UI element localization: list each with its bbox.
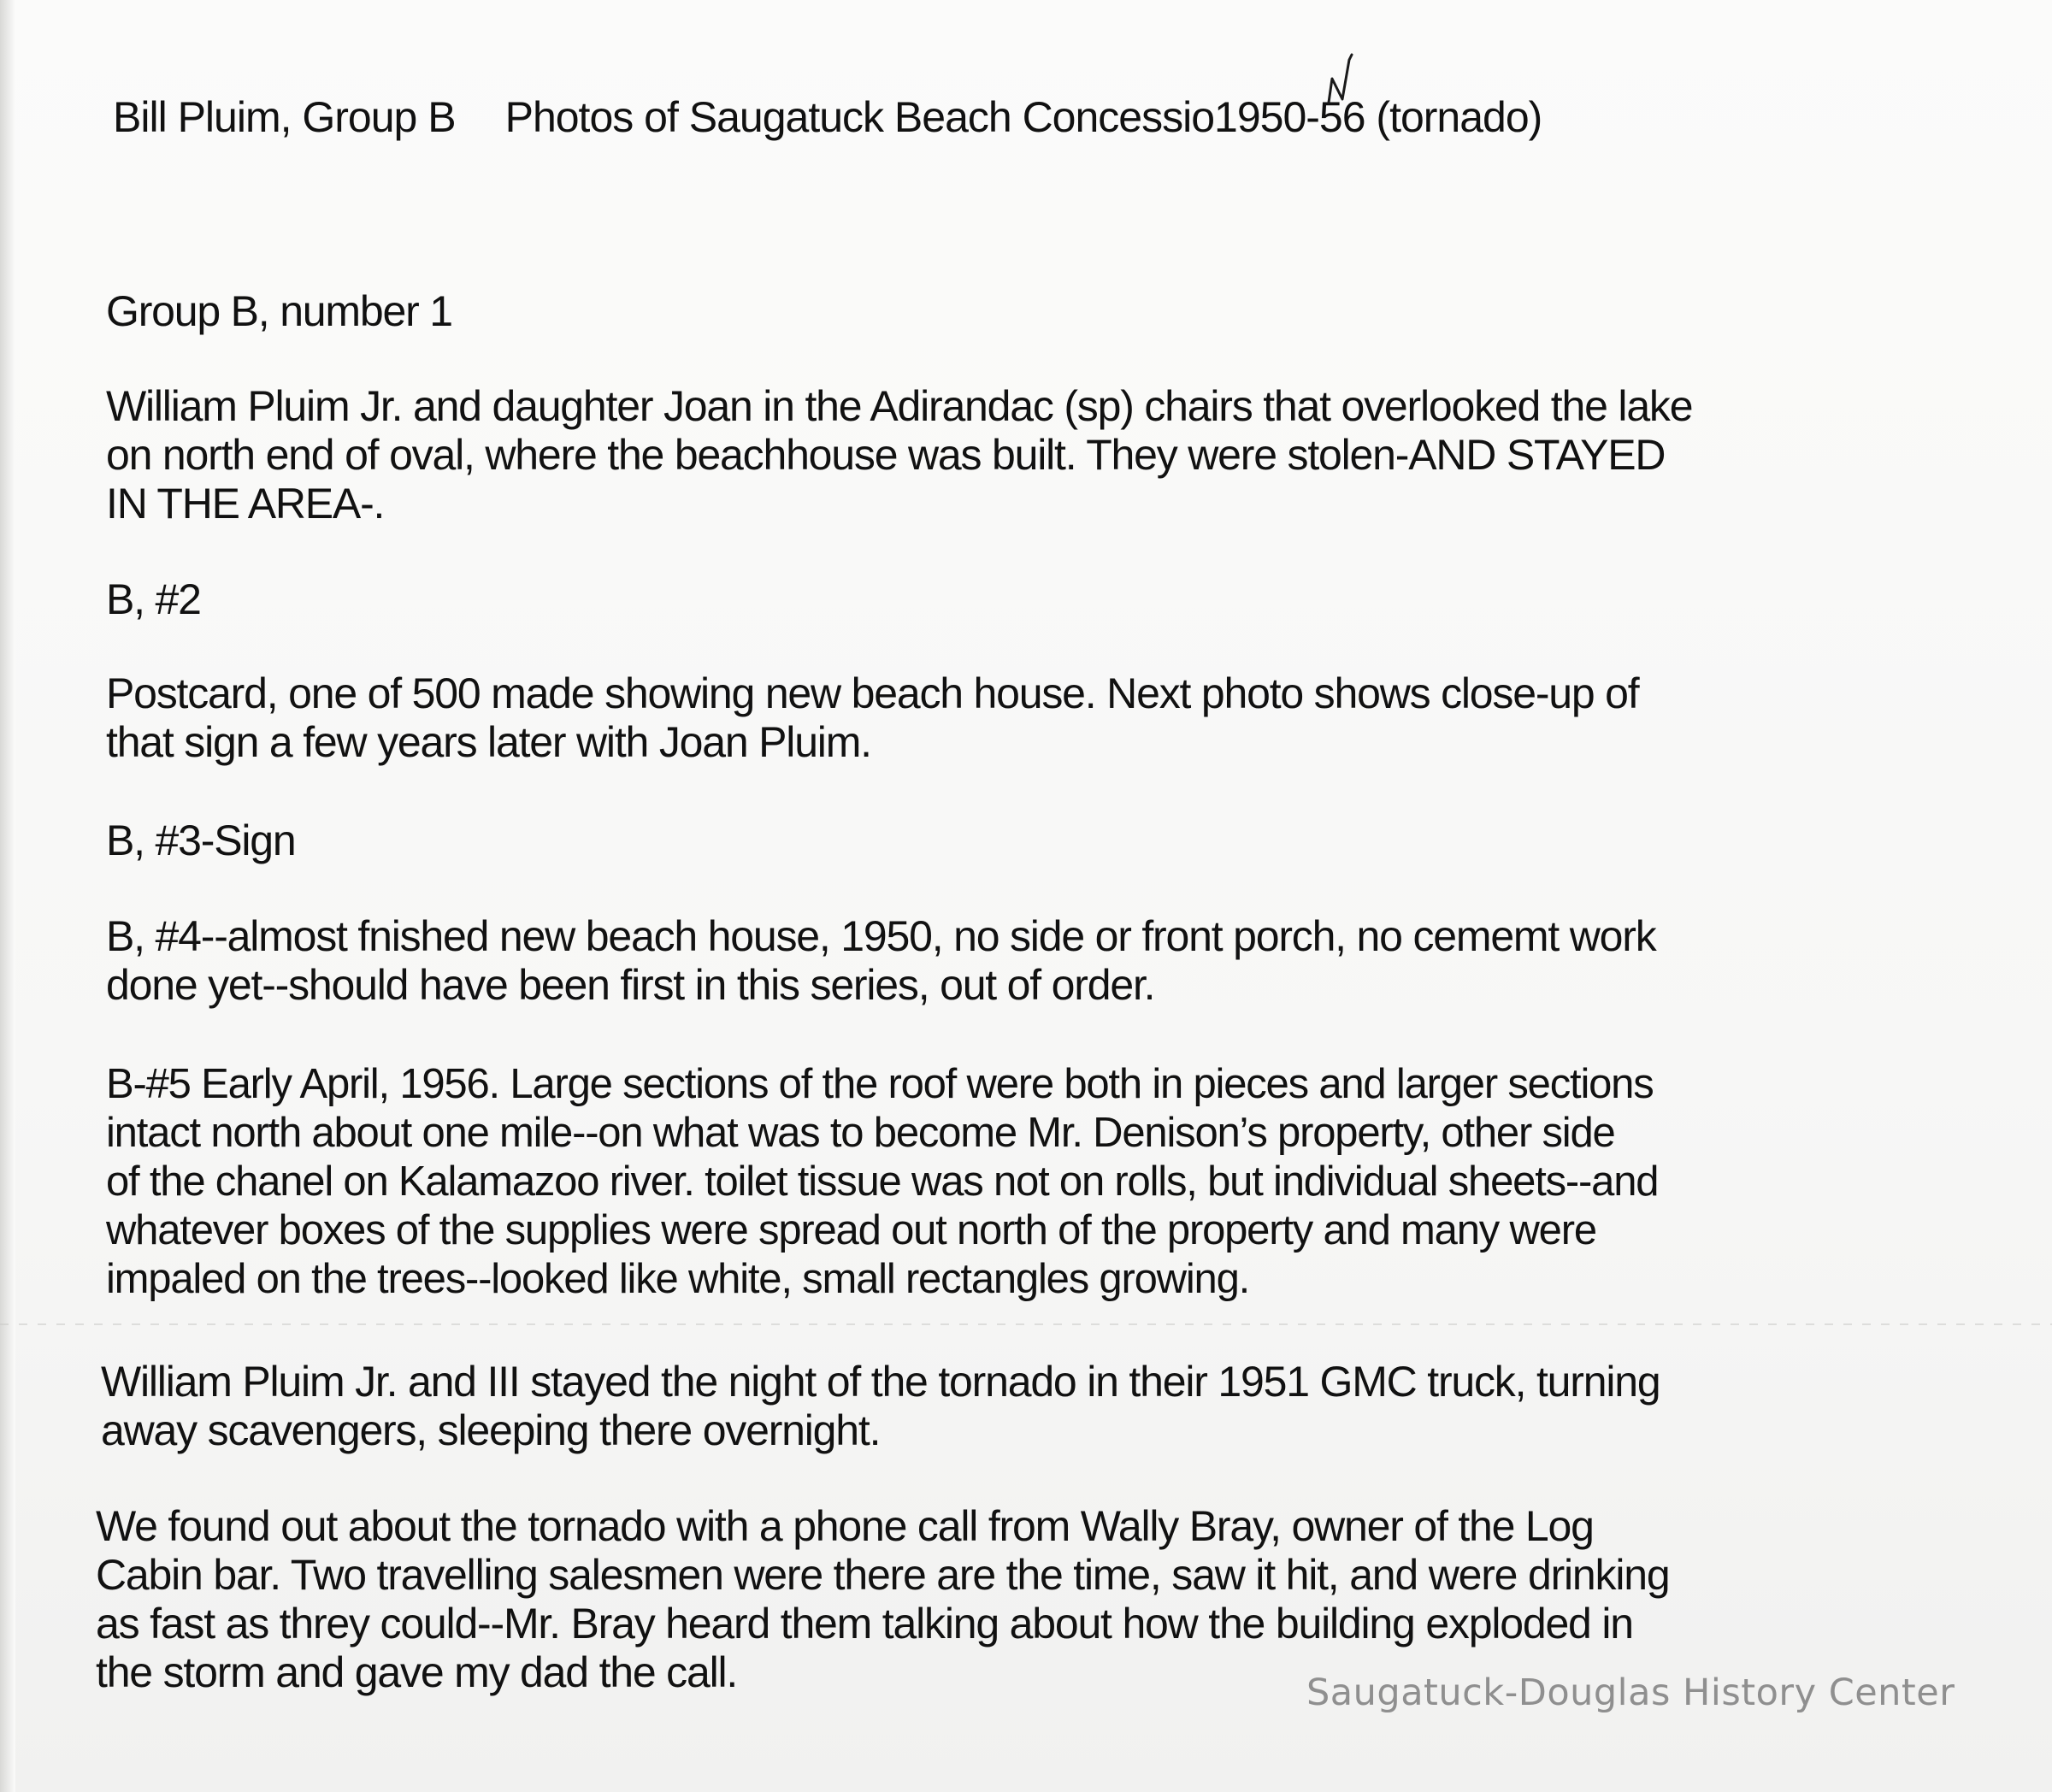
- entry-text-1: William Pluim Jr. and daughter Joan in the Adirandac (sp) chairs that overlooked the lake on north end of oval, where the beachhouse was built. They were stolen-AND STAYED IN THE AREA-.: [106, 382, 1693, 528]
- entry-label-b-2: B, #2: [106, 575, 201, 623]
- entry-text-2: Postcard, one of 500 made showing new beach house. Next photo shows close-up of that sign a few years later with Joan Pluim.: [106, 669, 1639, 766]
- heading-title: Photos of Saugatuck Beach Concessio: [504, 93, 1215, 141]
- paper-fold-line: [0, 1323, 2052, 1325]
- heading-author: Bill Pluim, Group B: [113, 93, 456, 141]
- entry-text-5: B-#5 Early April, 1956. Large sections of the roof were both in pieces and larger sections intact north about one mile--on what was to become Mr. Denison’s property, other side of the chanel on Kalamazoo river. toilet tissue was not on rolls, but individual sheets--and whatever boxes of the supplies were spread out north of the property and many were impaled on the trees--looked like white, small rectangles growing.: [106, 1061, 1659, 1302]
- paper-edge-shadow: [0, 0, 15, 1792]
- entry-label-b-3: B, #3-Sign: [106, 816, 296, 864]
- heading-title-rest: 1950-56 (tornado): [1214, 93, 1542, 141]
- entry-text-6: William Pluim Jr. and III stayed the night of the tornado in their 1951 GMC truck, turning away scavengers, sleeping there overnight.: [101, 1358, 1660, 1454]
- entry-label-group-b-1: Group B, number 1: [106, 287, 452, 335]
- entry-text-7: We found out about the tornado with a phone call from Wally Bray, owner of the Log Cabin bar. Two travelling salesmen were there are the time, saw it hit, and were drinking as fast as threy could--Mr. Bray heard them talking about how the building exploded in the storm and gave my dad the call.: [96, 1502, 1670, 1696]
- entry-text-4: B, #4--almost fnished new beach house, 1950, no side or front porch, no cememt work done yet--should have been first in this series, out of order.: [106, 912, 1656, 1009]
- handwritten-n-correction: [1324, 53, 1383, 113]
- archive-watermark: Saugatuck-Douglas History Center: [1306, 1671, 1955, 1714]
